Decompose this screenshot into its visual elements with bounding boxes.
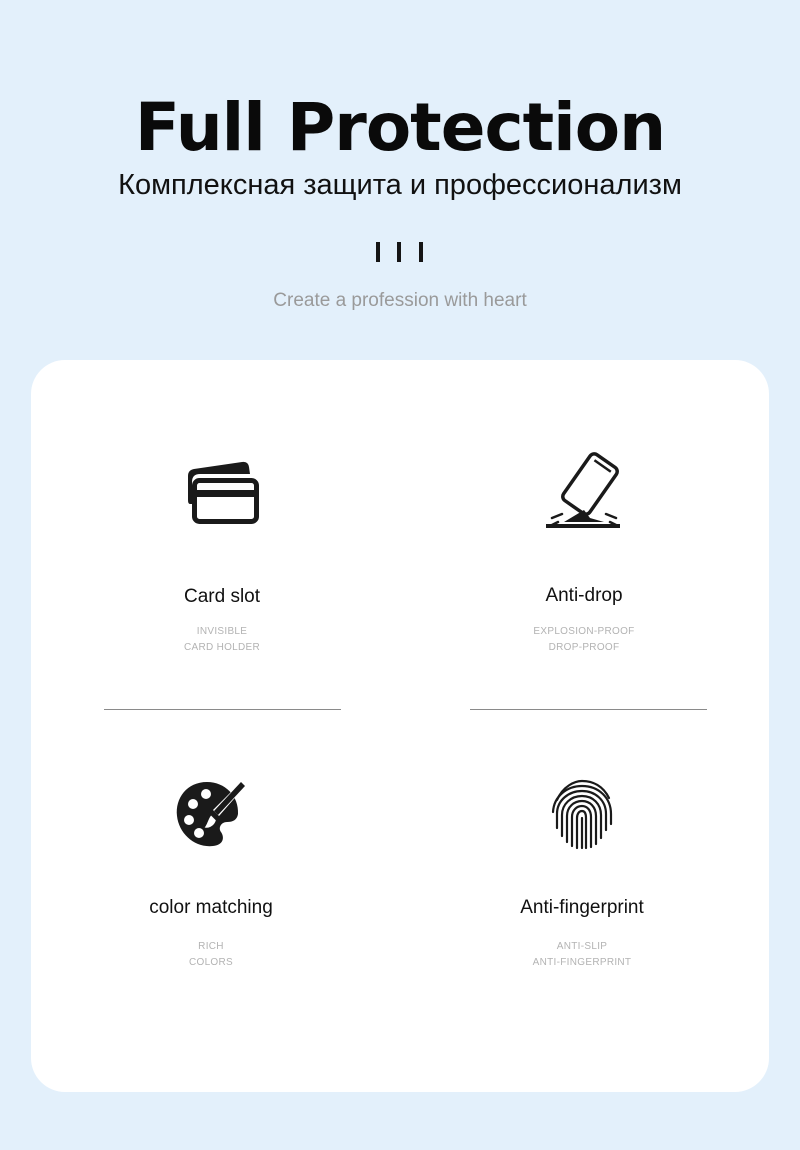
feature-desc-line1: EXPLOSION-PROOF — [533, 626, 635, 637]
feature-name: color matching — [149, 897, 273, 918]
feature-desc-line2: ANTI-FINGERPRINT — [532, 957, 632, 968]
fingerprint-icon — [547, 778, 617, 850]
feature-name: Anti-fingerprint — [520, 897, 644, 918]
page-title: Full Protection — [134, 89, 666, 166]
divider-right — [470, 709, 707, 710]
feature-desc-line2: DROP-PROOF — [548, 642, 620, 653]
anti-drop-icon — [542, 448, 626, 532]
feature-name: Card slot — [183, 586, 261, 607]
feature-desc-line2: COLORS — [188, 957, 234, 968]
feature-desc-line1: ANTI-SLIP — [556, 941, 608, 952]
card-icon — [182, 456, 262, 528]
decorative-bars — [376, 242, 424, 262]
page-subtitle: Комплексная защита и профессионализм — [118, 169, 682, 201]
feature-name: Anti-drop — [545, 585, 623, 606]
feature-desc-line1: INVISIBLE — [196, 626, 248, 637]
divider-left — [104, 709, 341, 710]
tagline: Create a profession with heart — [273, 290, 527, 311]
feature-desc-line1: RICH — [198, 941, 224, 952]
palette-icon — [173, 776, 249, 852]
feature-desc-line2: CARD HOLDER — [183, 642, 261, 653]
features-card — [31, 360, 769, 1092]
